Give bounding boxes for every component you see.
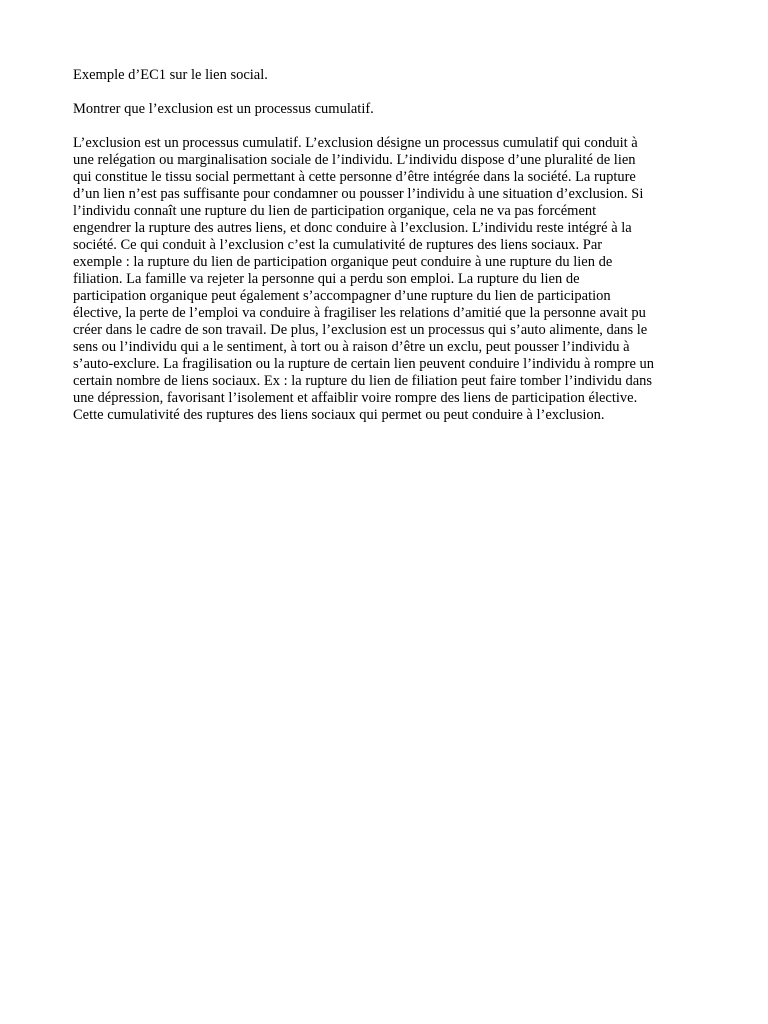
body-line: exemple : la rupture du lien de participation organique peut conduire à une rupture du lien de: [73, 254, 613, 270]
body-line: participation organique peut également s’accompagner d’une rupture du lien de participation: [73, 288, 611, 304]
body-line: filiation. La famille va rejeter la personne qui a perdu son emploi. La rupture du lien de: [73, 271, 580, 287]
document-content: [73, 67, 697, 424]
body-line: créer dans le cadre de son travail. De plus, l’exclusion est un processus qui s’auto alimente, dans le: [73, 322, 648, 338]
body-line: qui constitue le tissu social permettant à cette personne d’être intégrée dans la société. La rupture: [73, 169, 636, 185]
body-line: d’un lien n’est pas suffisante pour condamner ou pousser l’individu à une situation d’exclusion. Si: [73, 186, 644, 202]
body-line: élective, la perte de l’emploi va conduire à fragiliser les relations d’amitié que la personne avait pu: [73, 305, 646, 321]
body-line: Cette cumulativité des ruptures des liens sociaux qui permet ou peut conduire à l’exclusion.: [73, 407, 605, 423]
document-question: Montrer que l’exclusion est un processus cumulatif.: [73, 101, 374, 117]
body-line: sens ou l’individu qui a le sentiment, à tort ou à raison d’être un exclu, peut pousser l’individu à: [73, 339, 630, 355]
body-line: une relégation ou marginalisation sociale de l’individu. L’individu dispose d’une pluralité de lien: [73, 152, 636, 168]
body-line: engendrer la rupture des autres liens, et donc conduire à l’exclusion. L’individu reste intégré à la: [73, 220, 632, 236]
body-line: l’individu connaît une rupture du lien de participation organique, cela ne va pas forcément: [73, 203, 597, 219]
body-line: une dépression, favorisant l’isolement et affaiblir voire rompre des liens de participation élective.: [73, 390, 638, 406]
document-title: Exemple d’EC1 sur le lien social.: [73, 67, 268, 83]
body-line: certain nombre de liens sociaux. Ex : la rupture du lien de filiation peut faire tomber l’individu dans: [73, 373, 653, 389]
body-line: L’exclusion est un processus cumulatif. L’exclusion désigne un processus cumulatif qui conduit à: [73, 135, 638, 151]
body-line: société. Ce qui conduit à l’exclusion c’est la cumulativité de ruptures des liens sociaux. Par: [73, 237, 603, 253]
document-body-paragraph: [73, 135, 697, 424]
body-line: s’auto-exclure. La fragilisation ou la rupture de certain lien peuvent conduire l’individu à rompre un: [73, 356, 654, 372]
